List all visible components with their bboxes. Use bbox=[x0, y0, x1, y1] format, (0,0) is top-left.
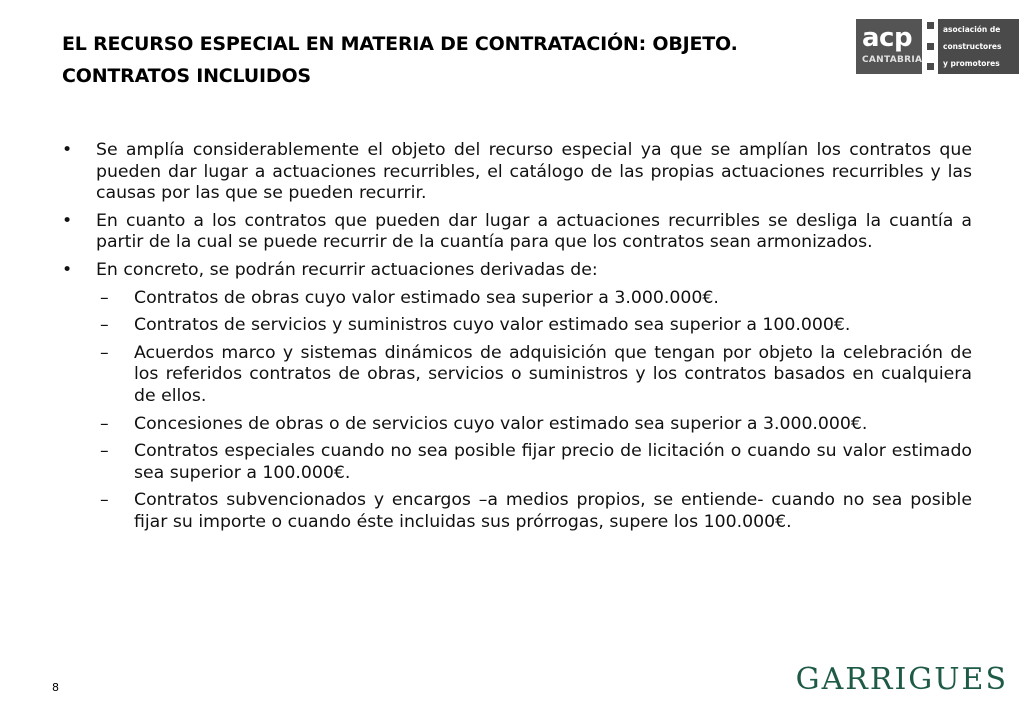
dash-marker: – bbox=[100, 342, 109, 363]
slide-title bbox=[62, 28, 822, 92]
sub-item bbox=[60, 288, 972, 310]
sub-item bbox=[60, 414, 972, 436]
dash-marker: – bbox=[100, 315, 109, 336]
sub-item-text: Contratos especiales cuando no sea posible fijar precio de licitación o cuando su valor estimado sea superior a 100.000€. bbox=[134, 441, 972, 483]
sub-item bbox=[60, 441, 972, 484]
sub-item bbox=[60, 315, 972, 337]
sub-item-text: Contratos de servicios y suministros cuyo valor estimado sea superior a 100.000€. bbox=[134, 315, 851, 336]
bullet-text: Se amplía considerablemente el objeto del recurso especial ya que se amplían los contratos que pueden dar lugar a actuaciones recurribles, el catálogo de las propias actuaciones recurribles y las causas por las que se pueden recurrir. bbox=[96, 140, 972, 204]
acp-logo-line2: constructores bbox=[943, 41, 1002, 51]
bullet-marker: • bbox=[62, 210, 73, 231]
bullet-item bbox=[60, 140, 972, 205]
slide-title-line1: EL RECURSO ESPECIAL EN MATERIA DE CONTRATACIÓN: OBJETO. bbox=[62, 33, 738, 55]
sub-item-text: Concesiones de obras o de servicios cuyo valor estimado sea superior a 3.000.000€. bbox=[134, 413, 868, 434]
slide-body bbox=[60, 140, 972, 540]
acp-logo-tagline bbox=[938, 19, 1019, 74]
bullet-text: En concreto, se podrán recurrir actuaciones derivadas de: bbox=[96, 259, 598, 280]
slide-title-line2: CONTRATOS INCLUIDOS bbox=[62, 65, 311, 87]
dash-marker: – bbox=[100, 287, 109, 308]
acp-logo-line1: asociación de bbox=[943, 24, 1001, 34]
acp-logo-region: CANTABRIA bbox=[862, 55, 923, 65]
sub-item-text: Contratos subvencionados y encargos –a medios propios, se entiende- cuando no sea posible fijar su importe o cuando éste incluidas sus prórrogas, supere los 100.000€. bbox=[134, 490, 972, 532]
bullet-item bbox=[60, 211, 972, 254]
sub-item bbox=[60, 343, 972, 408]
bullet-marker: • bbox=[62, 140, 73, 160]
bullet-item bbox=[60, 260, 972, 282]
dash-marker: – bbox=[100, 413, 109, 434]
acp-logo-squares bbox=[922, 19, 938, 74]
garrigues-logo: GARRIGUES bbox=[795, 662, 1008, 697]
bullet-marker: • bbox=[62, 259, 73, 280]
acp-logo-text: acp bbox=[862, 23, 913, 53]
dash-marker: – bbox=[100, 441, 109, 462]
page-number: 8 bbox=[52, 681, 59, 694]
acp-logo-line3: y promotores bbox=[943, 58, 1000, 68]
dash-marker: – bbox=[100, 490, 109, 511]
acp-logo bbox=[856, 19, 1019, 74]
sub-item-text: Acuerdos marco y sistemas dinámicos de adquisición que tengan por objeto la celebración de los referidos contratos de obras, servicios o suministros y los contratos basados en cualquiera de ellos. bbox=[134, 342, 972, 406]
sub-item bbox=[60, 490, 972, 533]
bullet-text: En cuanto a los contratos que pueden dar lugar a actuaciones recurribles se desliga la cuantía a partir de la cual se puede recurrir de la cuantía para que los contratos sean armonizados. bbox=[96, 210, 972, 253]
acp-logo-mark bbox=[856, 19, 922, 74]
sub-item-text: Contratos de obras cuyo valor estimado sea superior a 3.000.000€. bbox=[134, 287, 719, 308]
